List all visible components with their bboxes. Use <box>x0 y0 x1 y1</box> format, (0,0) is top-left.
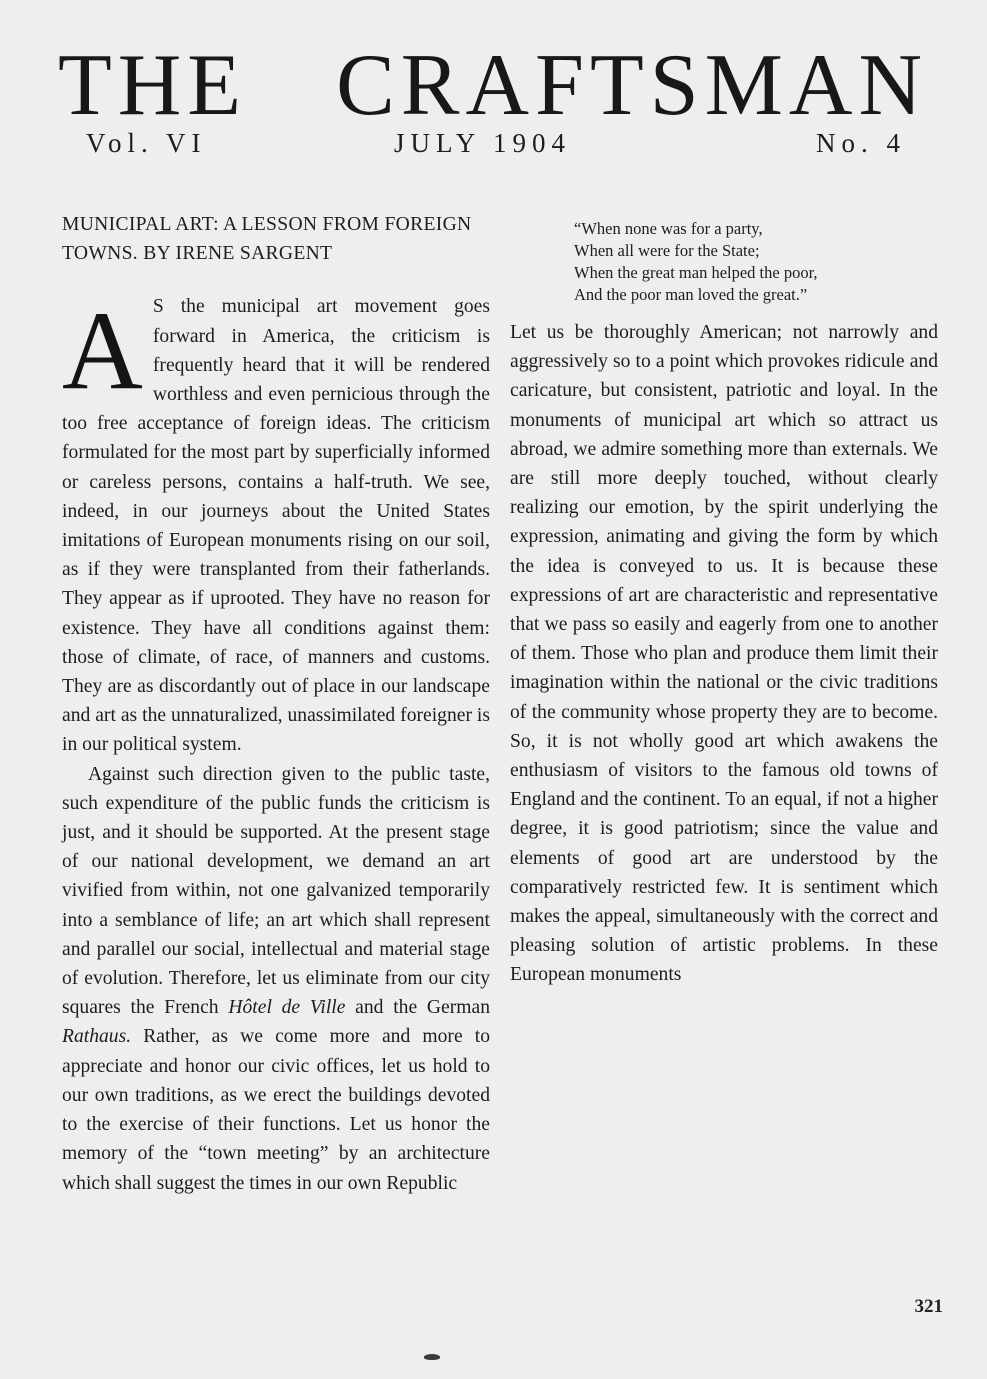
verse-line: When the great man helped the poor, <box>574 263 818 282</box>
paragraph-2 <box>62 760 490 1198</box>
paragraph-1-text: S the municipal art movement goes forward in America, the criticism is frequently heard that it will be rendered worthless and even pernicious through the too free acceptance of foreign ideas. The criticism formulated for the most part by superficially informed or careless persons, contains a half-truth. We see, indeed, in our journeys about the United States imitations of European monuments rising on our soil, as if they were transplanted from their fatherlands. They appear as if uprooted. They have no reason for existence. They have all conditions against them: those of climate, of race, of manners and customs. They are as discordantly out of place in our landscape and art as the unnaturalized, unassimilated foreigner is in our political system. <box>62 296 490 756</box>
masthead-the: THE <box>58 37 248 134</box>
verse-line: When all were for the State; <box>574 241 760 260</box>
paragraph-3: Let us be thoroughly American; not narrowly and aggressively so to a point which provokes ridicule and caricature, but consistent, patriotic and loyal. In the monuments of municipal art which so attract us abroad, we admire something more than externals. We are still more deeply touched, without clearly realizing our emotion, by the spirit underlying the expression, animating and giving the form by which the idea is conveyed to us. It is because these expressions of art are characteristic and representative that we pass so easily and eagerly from one to another of them. Those who plan and produce them limit their imagination within the national or the civic traditions of the community whose property they are to become. So, it is not wholly good art which awakens the enthusiasm of visitors to the famous old towns of England and the continent. To an equal, if not a higher degree, it is good patriotism; since the value and elements of good art are understood by the comparatively restricted few. It is sentiment which makes the appeal, simultaneously with the correct and pleasing solution of artistic problems. In these European monuments <box>510 322 938 986</box>
ornament-mark <box>424 1354 440 1360</box>
drop-cap: A <box>62 289 143 414</box>
masthead-craftsman: CRAFTSMAN <box>336 37 928 134</box>
issue-date: JULY 1904 <box>394 128 572 158</box>
verse-line: And the poor man loved the great.” <box>574 285 808 304</box>
rathaus-italic: Rathaus. <box>62 1026 132 1048</box>
issue-line <box>0 128 987 168</box>
verse-quote <box>574 218 938 306</box>
left-column <box>62 210 490 1198</box>
verse-line: “When none was for a party, <box>574 219 763 238</box>
masthead-title <box>58 36 928 136</box>
paragraph-1 <box>62 289 490 759</box>
page-number: 321 <box>914 1296 943 1317</box>
issue-number: No. 4 <box>816 128 906 158</box>
volume-label: Vol. VI <box>86 128 207 158</box>
paragraph-2-part-b: and the German <box>345 997 490 1019</box>
paragraph-2-part-c: Rather, as we come more and more to appreciate and honor our civic offices, let us hold to our own traditions, as we erect the buildings devoted to the exercise of their functions. Let us honor the memory of the “town meeting” by an architecture which shall suggest the times in our own Republic <box>62 1026 490 1194</box>
article-title: MUNICIPAL ART: A LESSON FROM FOREIGN TOWNS. BY IRENE SARGENT <box>62 214 472 265</box>
hotel-de-ville-italic: Hôtel de Ville <box>228 997 346 1019</box>
paragraph-2-part-a: Against such direction given to the public taste, such expenditure of the public funds the criticism is just, and it should be supported. At the present stage of our national development, we demand an art vivified from within, not one galvanized temporarily into a semblance of life; an art which shall represent and parallel our social, intellectual and material stage of evolution. Therefore, let us eliminate from our city squares the French <box>62 763 490 1019</box>
right-column <box>510 210 938 990</box>
